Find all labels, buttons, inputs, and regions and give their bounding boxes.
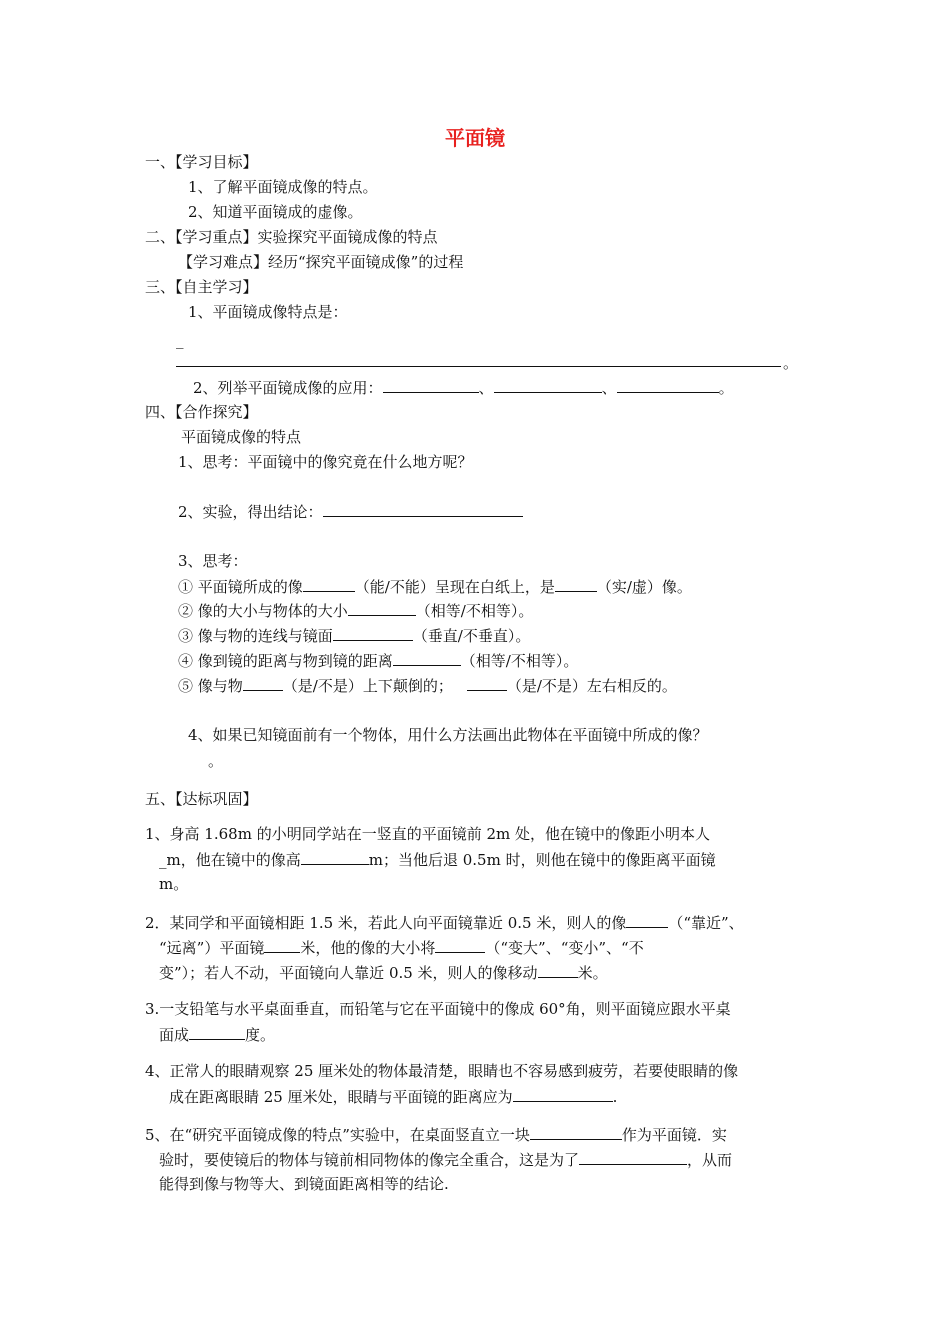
c5-text-c: （是/不是）左右相反的。	[506, 677, 677, 695]
p2-text-a: 2．某同学和平面镜相距 1.5 米，若此人向平面镜靠近 0.5 米，则人的像	[145, 914, 627, 932]
c4-text-a: ④ 像到镜的距离与物到镜的距离	[178, 652, 393, 670]
blank-c3[interactable]	[333, 625, 413, 641]
q2-text: 2、列举平面镜成像的应用：	[193, 379, 383, 397]
self-study-q1: 1、平面镜成像特点是：	[188, 303, 348, 321]
q2-end: 。	[718, 379, 734, 397]
sep-2: 、	[601, 379, 617, 397]
problem-5-line-2	[159, 1149, 732, 1170]
objective-2: 2、知道平面镜成的虚像。	[188, 203, 363, 221]
blank-p1-height[interactable]	[301, 849, 369, 865]
inquiry-q4: 4、如果已知镜面前有一个物体，用什么方法画出此物体在平面镜中所成的像？	[188, 726, 708, 744]
c1-text-c: （实/虚）像。	[596, 578, 692, 596]
problem-4-line-2	[169, 1086, 617, 1107]
problem-2-line-1	[145, 912, 744, 933]
blank-application-2[interactable]	[494, 377, 602, 393]
blank-p2-4[interactable]	[538, 962, 578, 978]
check-3	[178, 625, 530, 646]
page-title: 平面镜	[445, 126, 505, 150]
blank-p4[interactable]	[513, 1086, 613, 1102]
p5-text-c: 验时，要使镜后的物体与镜前相同物体的像完全重合，这是为了	[159, 1151, 580, 1169]
blank-p5-2[interactable]	[579, 1149, 687, 1165]
c5-text-a: ⑤ 像与物	[178, 677, 243, 695]
section-4-subtitle: 平面镜成像的特点	[181, 428, 302, 446]
section-1-heading: 一、【学习目标】	[145, 153, 258, 171]
problem-1-line-3: m。	[159, 875, 189, 893]
problem-5-line-1	[145, 1124, 727, 1145]
blank-p2-1[interactable]	[626, 912, 668, 928]
check-4	[178, 650, 578, 671]
p2-text-g: 米。	[577, 964, 608, 982]
blank-c1-1[interactable]	[303, 576, 355, 592]
answer-start-mark: _	[176, 331, 184, 349]
p3-text-b: 面成	[159, 1026, 190, 1044]
c4-text-b: （相等/不相等）。	[460, 652, 579, 670]
sep-1: 、	[478, 379, 494, 397]
p5-text-b: 作为平面镜．实	[621, 1126, 727, 1144]
p5-text-d: ，从而	[687, 1151, 733, 1169]
p2-text-b: （“靠近”、	[668, 914, 744, 932]
p1-text-c: m；当他后退 0.5m 时，则他在镜中的像距离平面镜	[368, 851, 716, 869]
blank-p2-2[interactable]	[264, 937, 300, 953]
c1-text-b: （能/不能）呈现在白纸上，是	[354, 578, 555, 596]
blank-c2[interactable]	[348, 600, 416, 616]
problem-4-line-1: 4、正常人的眼睛观察 25 厘米处的物体最清楚，眼睛也不容易感到疲劳，若要使眼睛的像	[145, 1062, 739, 1080]
inquiry-q3: 3、思考：	[178, 552, 248, 570]
problem-3-line-2	[159, 1024, 275, 1045]
c3-text-b: （垂直/不垂直）。	[412, 627, 531, 645]
section-3-heading: 三、【自主学习】	[145, 278, 258, 296]
blank-c5-2[interactable]	[467, 675, 507, 691]
problem-1-line-2	[159, 849, 716, 870]
section-2-heading: 二、【学习重点】实验探究平面镜成像的特点	[145, 228, 438, 246]
check-1	[178, 576, 692, 597]
problem-3-line-1: 3.一支铅笔与水平桌面垂直，而铅笔与它在平面镜中的像成 60°角，则平面镜应跟水平桌	[145, 1000, 731, 1018]
answer-line-end: 。	[783, 354, 799, 372]
p2-text-c: “远离”）平面镜	[159, 939, 265, 957]
blank-p5-1[interactable]	[530, 1124, 622, 1140]
blank-application-1[interactable]	[383, 377, 479, 393]
inquiry-q1: 1、思考：平面镜中的像究竟在什么地方呢？	[178, 453, 473, 471]
c2-text-b: （相等/不相等）。	[415, 602, 534, 620]
blank-c1-2[interactable]	[555, 576, 597, 592]
blank-c5-1[interactable]	[243, 675, 283, 691]
check-2	[178, 600, 533, 621]
problem-5-line-3: 能得到像与物等大、到镜面距离相等的结论.	[159, 1175, 449, 1193]
p1-text-b: _m，他在镜中的像高	[159, 851, 301, 869]
problem-2-line-2	[159, 937, 644, 958]
blank-p2-3[interactable]	[435, 937, 485, 953]
p2-text-e: （“变大”、“变小”、“不	[485, 939, 644, 957]
inquiry-q4-end: 。	[208, 752, 224, 770]
difficulty-line: 【学习难点】经历“探究平面镜成像”的过程	[178, 253, 464, 271]
p4-text-b: 成在距离眼睛 25 厘米处，眼睛与平面镜的距离应为	[169, 1088, 513, 1106]
c2-text-a: ② 像的大小与物体的大小	[178, 602, 348, 620]
p4-text-c: .	[612, 1088, 618, 1106]
p5-text-a: 5、在“研究平面镜成像的特点”实验中，在桌面竖直立一块	[145, 1126, 530, 1144]
answer-line-long	[176, 366, 781, 367]
p3-text-c: 度。	[245, 1026, 276, 1044]
c1-text-a: ① 平面镜所成的像	[178, 578, 303, 596]
p2-text-f: 变”）；若人不动，平面镜向人靠近 0.5 米，则人的像移动	[159, 964, 538, 982]
blank-c4[interactable]	[393, 650, 461, 666]
objective-1: 1、了解平面镜成像的特点。	[188, 178, 378, 196]
inquiry-q2	[178, 501, 523, 522]
self-study-q2	[193, 377, 734, 398]
blank-application-3[interactable]	[617, 377, 719, 393]
c3-text-a: ③ 像与物的连线与镜面	[178, 627, 333, 645]
blank-conclusion[interactable]	[323, 501, 523, 517]
p2-text-d: 米，他的像的大小将	[300, 939, 436, 957]
problem-1-line-1: 1、身高 1.68m 的小明同学站在一竖直的平面镜前 2m 处，他在镜中的像距小明本人	[145, 825, 711, 843]
c5-text-b: （是/不是）上下颠倒的；	[282, 677, 453, 695]
check-5	[178, 675, 677, 696]
q2-label: 2、实验，得出结论：	[178, 503, 323, 521]
problem-2-line-3	[159, 962, 608, 983]
section-5-heading: 五、【达标巩固】	[145, 790, 258, 808]
blank-p3[interactable]	[189, 1024, 245, 1040]
section-4-heading: 四、【合作探究】	[145, 403, 258, 421]
